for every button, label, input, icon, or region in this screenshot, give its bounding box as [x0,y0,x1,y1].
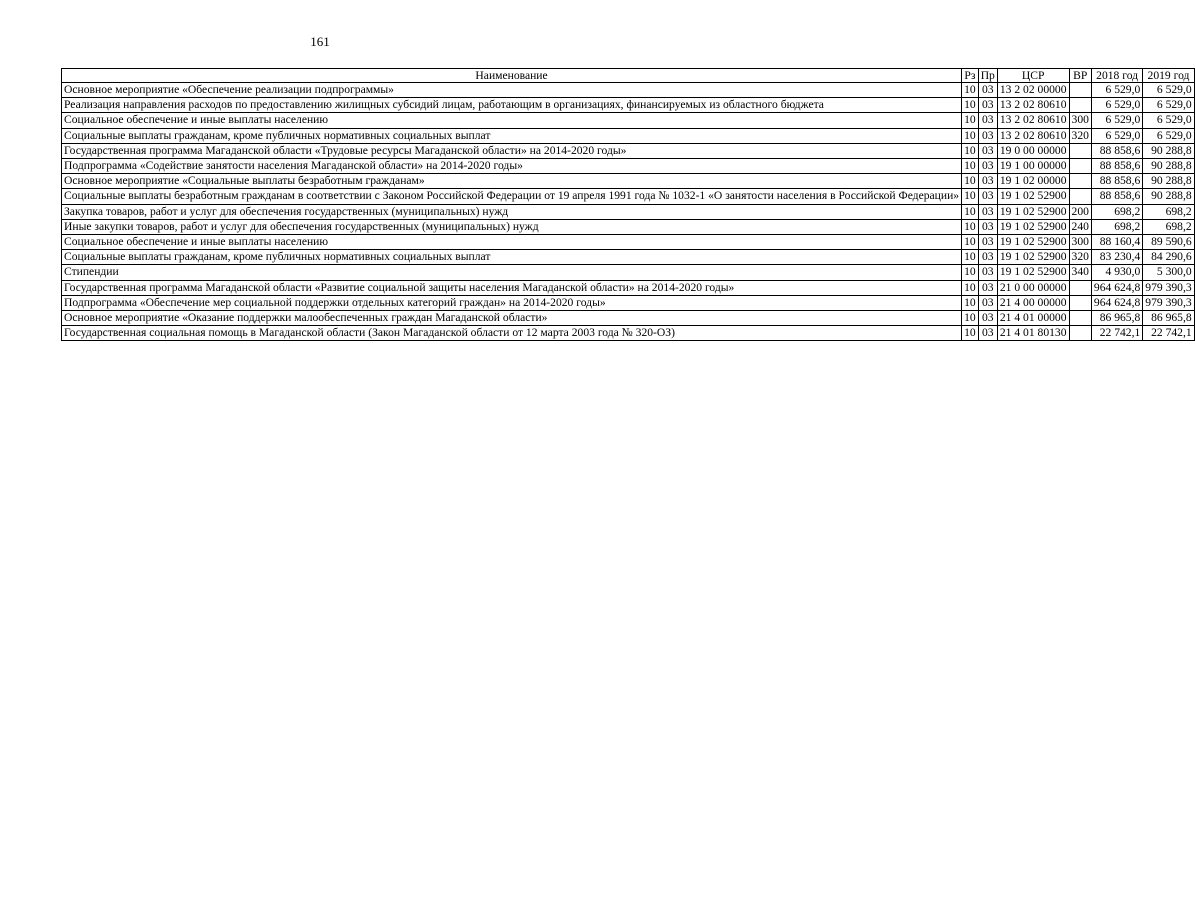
row-2019: 90 288,8 [1143,143,1194,158]
row-name: Реализация направления расходов по предоставлению жилищных субсидий лицам, работающим в организациях, финансируемых из областного бюджета [62,98,962,113]
table-row [62,250,1195,265]
row-rz: 10 [962,128,979,143]
row-vr [1069,174,1091,189]
row-2018: 6 529,0 [1091,128,1142,143]
row-name: Государственная программа Магаданской области «Развитие социальной защиты населения Магаданской области» на 2014-2020 годы» [62,280,962,295]
row-name: Основное мероприятие «Социальные выплаты безработным гражданам» [62,174,962,189]
row-pr: 03 [978,235,997,250]
row-name: Подпрограмма «Содействие занятости населения Магаданской области» на 2014-2020 годы» [62,159,962,174]
table-row [62,280,1195,295]
row-pr: 03 [978,174,997,189]
row-vr: 320 [1069,128,1091,143]
row-2019: 86 965,8 [1143,311,1194,326]
row-name: Закупка товаров, работ и услуг для обеспечения государственных (муниципальных) нужд [62,204,962,219]
row-2018: 698,2 [1091,219,1142,234]
row-vr: 300 [1069,235,1091,250]
row-2018: 88 858,6 [1091,159,1142,174]
row-vr [1069,326,1091,341]
table-row [62,295,1195,310]
row-pr: 03 [978,143,997,158]
row-rz: 10 [962,143,979,158]
row-csr: 19 1 02 52900 [997,235,1069,250]
row-2019: 90 288,8 [1143,189,1194,204]
row-name: Государственная социальная помощь в Магаданской области (Закон Магаданской области от 12 марта 2003 года № 320-ОЗ) [62,326,962,341]
row-csr: 19 1 02 52900 [997,189,1069,204]
row-pr: 03 [978,326,997,341]
row-2019: 6 529,0 [1143,128,1194,143]
row-csr: 21 0 00 00000 [997,280,1069,295]
row-2018: 83 230,4 [1091,250,1142,265]
row-csr: 21 4 01 00000 [997,311,1069,326]
table-row [62,174,1195,189]
row-2018: 88 858,6 [1091,189,1142,204]
row-pr: 03 [978,128,997,143]
row-2018: 4 930,0 [1091,265,1142,280]
page-number: 161 [310,34,330,49]
row-2019: 84 290,6 [1143,250,1194,265]
row-csr: 19 1 00 00000 [997,159,1069,174]
row-2019: 90 288,8 [1143,159,1194,174]
row-name: Социальные выплаты безработным гражданам в соответствии с Законом Российской Федерации от 19 апреля 1991 года № 1032-1 «О занятости населения в Российской Федерации» [62,189,962,204]
row-name: Иные закупки товаров, работ и услуг для обеспечения государственных (муниципальных) нужд [62,219,962,234]
row-csr: 19 1 02 00000 [997,174,1069,189]
row-pr: 03 [978,159,997,174]
row-name: Социальное обеспечение и иные выплаты населению [62,235,962,250]
row-rz: 10 [962,98,979,113]
row-vr [1069,83,1091,98]
row-csr: 19 1 02 52900 [997,250,1069,265]
row-csr: 13 2 02 80610 [997,128,1069,143]
row-pr: 03 [978,295,997,310]
table-row [62,204,1195,219]
row-pr: 03 [978,250,997,265]
row-name: Основное мероприятие «Оказание поддержки малообеспеченных граждан Магаданской области» [62,311,962,326]
row-2018: 22 742,1 [1091,326,1142,341]
row-2018: 6 529,0 [1091,113,1142,128]
header-2019: 2019 год [1143,69,1194,83]
row-csr: 21 4 00 00000 [997,295,1069,310]
row-csr: 19 1 02 52900 [997,219,1069,234]
row-2019: 979 390,3 [1143,280,1194,295]
row-2019: 90 288,8 [1143,174,1194,189]
table-row [62,143,1195,158]
row-rz: 10 [962,295,979,310]
table-row [62,159,1195,174]
row-vr [1069,280,1091,295]
row-pr: 03 [978,189,997,204]
row-2018: 86 965,8 [1091,311,1142,326]
row-csr: 13 2 02 00000 [997,83,1069,98]
table-row [62,326,1195,341]
row-csr: 13 2 02 80610 [997,98,1069,113]
row-2019: 698,2 [1143,219,1194,234]
row-name: Государственная программа Магаданской области «Трудовые ресурсы Магаданской области» на 2014-2020 годы» [62,143,962,158]
row-csr: 21 4 01 80130 [997,326,1069,341]
table-row [62,235,1195,250]
row-2018: 88 858,6 [1091,174,1142,189]
row-vr: 200 [1069,204,1091,219]
row-vr [1069,159,1091,174]
row-2018: 88 160,4 [1091,235,1142,250]
row-rz: 10 [962,280,979,295]
row-rz: 10 [962,235,979,250]
row-csr: 13 2 02 80610 [997,113,1069,128]
row-name: Социальные выплаты гражданам, кроме публичных нормативных социальных выплат [62,250,962,265]
table-row [62,98,1195,113]
row-rz: 10 [962,326,979,341]
table-row [62,265,1195,280]
row-rz: 10 [962,174,979,189]
row-2018: 6 529,0 [1091,98,1142,113]
row-2018: 698,2 [1091,204,1142,219]
row-vr [1069,143,1091,158]
row-rz: 10 [962,113,979,128]
row-name: Основное мероприятие «Обеспечение реализации подпрограммы» [62,83,962,98]
header-rz: Рз [962,69,979,83]
row-rz: 10 [962,219,979,234]
table-row [62,311,1195,326]
table-row [62,113,1195,128]
row-2018: 964 624,8 [1091,295,1142,310]
row-vr [1069,311,1091,326]
header-vr: ВР [1069,69,1091,83]
table-row [62,189,1195,204]
row-2019: 6 529,0 [1143,83,1194,98]
row-rz: 10 [962,83,979,98]
row-vr: 300 [1069,113,1091,128]
row-pr: 03 [978,265,997,280]
row-2019: 89 590,6 [1143,235,1194,250]
row-csr: 19 1 02 52900 [997,265,1069,280]
header-pr: Пр [978,69,997,83]
table-row [62,219,1195,234]
row-2019: 22 742,1 [1143,326,1194,341]
row-2018: 964 624,8 [1091,280,1142,295]
row-rz: 10 [962,311,979,326]
row-2019: 6 529,0 [1143,98,1194,113]
row-name: Социальное обеспечение и иные выплаты населению [62,113,962,128]
row-pr: 03 [978,311,997,326]
row-vr [1069,98,1091,113]
row-vr: 340 [1069,265,1091,280]
row-vr: 320 [1069,250,1091,265]
row-rz: 10 [962,189,979,204]
row-csr: 19 0 00 00000 [997,143,1069,158]
row-pr: 03 [978,219,997,234]
row-name: Социальные выплаты гражданам, кроме публичных нормативных социальных выплат [62,128,962,143]
header-csr: ЦСР [997,69,1069,83]
row-rz: 10 [962,265,979,280]
row-2019: 6 529,0 [1143,113,1194,128]
row-2019: 698,2 [1143,204,1194,219]
row-vr [1069,189,1091,204]
row-rz: 10 [962,250,979,265]
header-row [62,69,1195,83]
table-row [62,128,1195,143]
budget-table [61,68,1195,341]
row-csr: 19 1 02 52900 [997,204,1069,219]
row-pr: 03 [978,113,997,128]
row-pr: 03 [978,280,997,295]
row-2019: 979 390,3 [1143,295,1194,310]
row-pr: 03 [978,204,997,219]
row-name: Подпрограмма «Обеспечение мер социальной поддержки отдельных категорий граждан» на 2014-2020 годы» [62,295,962,310]
row-vr: 240 [1069,219,1091,234]
row-pr: 03 [978,98,997,113]
row-name: Стипендии [62,265,962,280]
row-2019: 5 300,0 [1143,265,1194,280]
row-rz: 10 [962,159,979,174]
row-2018: 6 529,0 [1091,83,1142,98]
row-pr: 03 [978,83,997,98]
header-2018: 2018 год [1091,69,1142,83]
row-rz: 10 [962,204,979,219]
table-row [62,83,1195,98]
row-vr [1069,295,1091,310]
row-2018: 88 858,6 [1091,143,1142,158]
header-name: Наименование [62,69,962,83]
